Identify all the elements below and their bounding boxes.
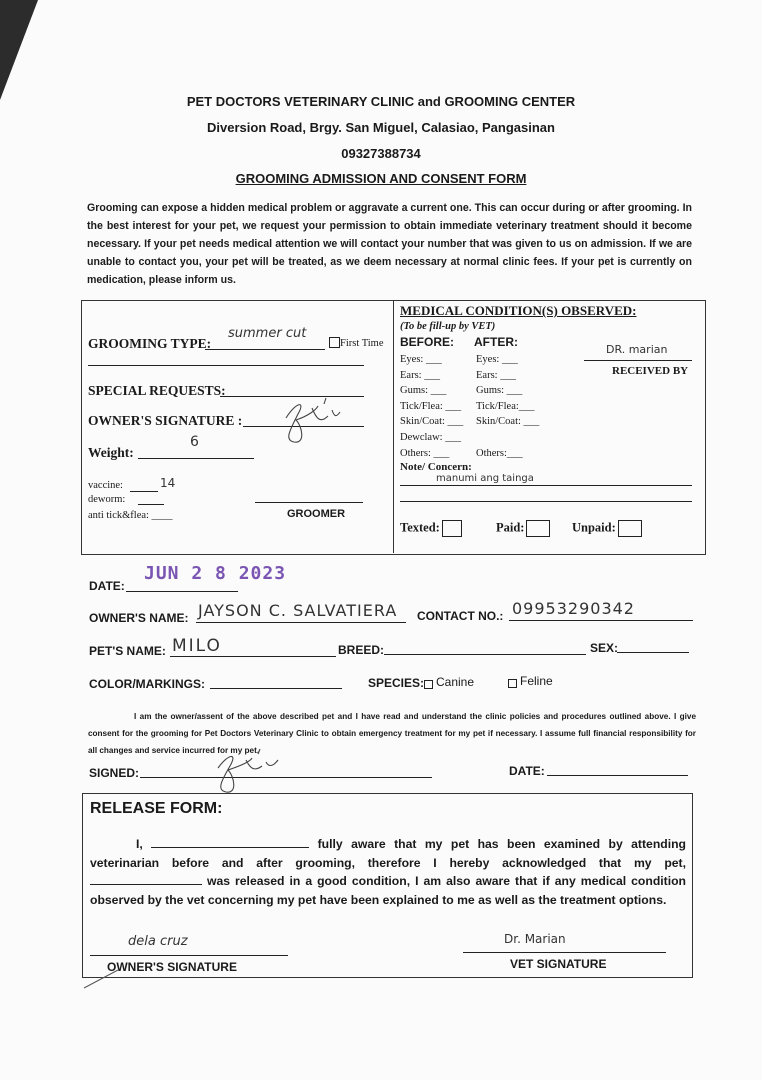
species-label: SPECIES: — [368, 676, 425, 690]
before-ears: Ears: ___ — [400, 369, 440, 381]
owner-name-label: OWNER'S NAME: — [89, 611, 189, 625]
release-vet-signature-line — [463, 952, 666, 953]
sex-label: SEX: — [590, 641, 619, 655]
medical-subtitle: (To be fill-up by VET) — [400, 321, 496, 332]
deworm-label: deworm: — [88, 494, 126, 505]
received-by-label: RECEIVED BY — [612, 365, 689, 377]
scan-corner-shadow — [0, 0, 38, 100]
signed-signature-mark — [206, 748, 286, 798]
before-list — [400, 352, 463, 461]
pen-stroke-mark — [82, 960, 122, 990]
release-text-1: I, — [136, 837, 143, 851]
anti-tick-label: anti tick&flea: ____ — [88, 510, 173, 521]
pet-name-line — [170, 656, 336, 657]
release-owner-signature-label: OWNER'S SIGNATURE — [107, 960, 237, 974]
release-pet-name-blank[interactable] — [90, 873, 202, 885]
consent-text: I am the owner/assent of the above described pet and I have read and understand the clinic policies and procedures outlined above. I give consent for the grooming for Pet Doctors Veterinary Clinic to obtain emergency treatment for my pet if necessary. I assume full financial responsibility for all changes and service incurred for my pet. — [88, 712, 696, 755]
after-skin-coat: Skin/Coat: ___ — [476, 416, 540, 428]
paid-label: Paid: — [496, 520, 525, 535]
release-owner-signature-line — [90, 955, 288, 956]
unpaid-field — [572, 520, 642, 537]
weight-value[interactable]: 6 — [190, 434, 199, 450]
release-title: RELEASE FORM: — [90, 800, 223, 817]
vaccine-line — [130, 491, 158, 492]
contact-line — [509, 620, 693, 621]
after-eyes: Eyes: ___ — [476, 354, 518, 365]
after-label: AFTER: — [474, 335, 518, 349]
pet-name-value[interactable]: MILO — [172, 636, 222, 656]
first-time-checkbox[interactable] — [329, 337, 340, 348]
owner-name-value[interactable]: JAYSON C. SALVATIERA — [198, 601, 398, 620]
after-blank — [476, 430, 539, 446]
deworm-line — [138, 504, 164, 505]
sex-line — [617, 652, 689, 653]
signed-line — [140, 777, 432, 778]
note-value[interactable]: manumi ang tainga — [436, 473, 534, 484]
canine-checkbox[interactable] — [424, 680, 433, 689]
date-line — [126, 591, 238, 592]
clinic-name: PET DOCTORS VETERINARY CLINIC and GROOMING CENTER — [186, 94, 576, 109]
grooming-type-line — [205, 349, 325, 350]
color-markings-label: COLOR/MARKINGS: — [89, 677, 205, 691]
grooming-type-line-2 — [88, 365, 364, 366]
weight-line — [138, 458, 254, 459]
breed-label: BREED: — [338, 643, 385, 657]
first-time-label: First Time — [340, 338, 384, 349]
texted-label: Texted: — [400, 520, 440, 535]
owner-name-line — [196, 622, 406, 623]
release-vet-signature-label: VET SIGNATURE — [510, 957, 607, 971]
clinic-address: Diversion Road, Brgy. San Miguel, Calasiao, Pangasinan — [207, 120, 555, 135]
grooming-type-value[interactable]: summer cut — [228, 326, 307, 341]
medical-title: MEDICAL CONDITION(S) OBSERVED: — [400, 303, 637, 318]
after-ears: Ears: ___ — [476, 369, 516, 381]
before-dewclaw: Dewclaw: ___ — [400, 431, 461, 443]
signed-label: SIGNED: — [89, 766, 140, 780]
received-by-line — [584, 360, 692, 361]
texted-checkbox[interactable] — [442, 520, 462, 537]
feline-checkbox[interactable] — [508, 679, 517, 688]
unpaid-checkbox[interactable] — [618, 520, 642, 537]
special-requests-label: SPECIAL REQUESTS: — [88, 383, 226, 398]
after-list — [476, 352, 539, 461]
release-vet-signature-value[interactable]: Dr. Marian — [504, 932, 566, 946]
intro-paragraph: Grooming can expose a hidden medical problem or aggravate a current one. This can occur during or after grooming. In the best interest for your pet, we request your permission to obtain immediate veterinary treatment should it become necessary. If your pet needs medical attention we will contact your number that was given to us on admission. If we are unable to contact you, your pet will be treated, as we deem necessary at normal clinic fees. If your pet is currently on medication, please inform us. — [87, 202, 692, 286]
note-line-2 — [400, 501, 692, 502]
clinic-phone: 09327388734 — [341, 146, 421, 161]
before-others: Others: ___ — [400, 447, 450, 459]
vaccine-label: vaccine: — [88, 480, 123, 491]
unpaid-label: Unpaid: — [572, 520, 616, 535]
before-gums: Gums: ___ — [400, 385, 447, 397]
grooming-type-label: GROOMING TYPE: — [88, 336, 212, 351]
contact-label: CONTACT NO.: — [417, 609, 504, 623]
date-stamp[interactable]: JUN 2 8 2023 — [144, 563, 287, 584]
canine-label: Canine — [436, 675, 475, 689]
admission-divider — [393, 301, 394, 553]
release-paragraph — [90, 835, 686, 909]
release-text-2: fully aware that my pet has been examined by attending veterinarian before and after grooming, therefore I hereby acknowledged that my pet, — [90, 837, 686, 870]
before-skin-coat: Skin/Coat: ___ — [400, 416, 464, 428]
paid-checkbox[interactable] — [526, 520, 550, 537]
date-label: DATE: — [89, 579, 125, 593]
pet-name-label: PET'S NAME: — [89, 644, 166, 658]
texted-field — [400, 520, 462, 537]
owner-signature-mark — [276, 396, 346, 448]
after-gums: Gums: ___ — [476, 385, 523, 397]
release-owner-signature-value[interactable]: dela cruz — [128, 934, 188, 949]
note-label: Note/ Concern: — [400, 461, 472, 473]
before-eyes: Eyes: ___ — [400, 354, 442, 365]
before-tick-flea: Tick/Flea: ___ — [400, 400, 462, 412]
paid-field — [496, 520, 550, 537]
groomer-line — [255, 502, 363, 503]
signed-date-label: DATE: — [509, 764, 545, 778]
vaccine-value[interactable]: 14 — [160, 476, 176, 490]
release-text-3: was released in a good condition, I am also aware that if any medical condition observed by the vet concerning my pet have been explained to me as well as the treatment options. — [90, 874, 686, 907]
note-line-1 — [400, 485, 692, 486]
signed-date-line — [547, 775, 688, 776]
breed-line — [384, 654, 586, 655]
weight-label: Weight: — [88, 445, 134, 460]
groomer-label: GROOMER — [287, 508, 346, 520]
color-markings-line — [210, 688, 342, 689]
after-tick-flea: Tick/Flea:___ — [476, 400, 535, 412]
consent-paragraph — [88, 708, 696, 759]
release-owner-name-blank[interactable] — [151, 836, 309, 848]
after-others: Others:___ — [476, 447, 523, 459]
feline-label: Feline — [520, 674, 553, 688]
owner-signature-label: OWNER'S SIGNATURE : — [88, 413, 243, 428]
contact-value[interactable]: 09953290342 — [512, 599, 635, 618]
form-title: GROOMING ADMISSION AND CONSENT FORM — [235, 171, 527, 186]
received-by-value[interactable]: DR. marian — [606, 343, 668, 356]
before-label: BEFORE: — [400, 335, 454, 349]
